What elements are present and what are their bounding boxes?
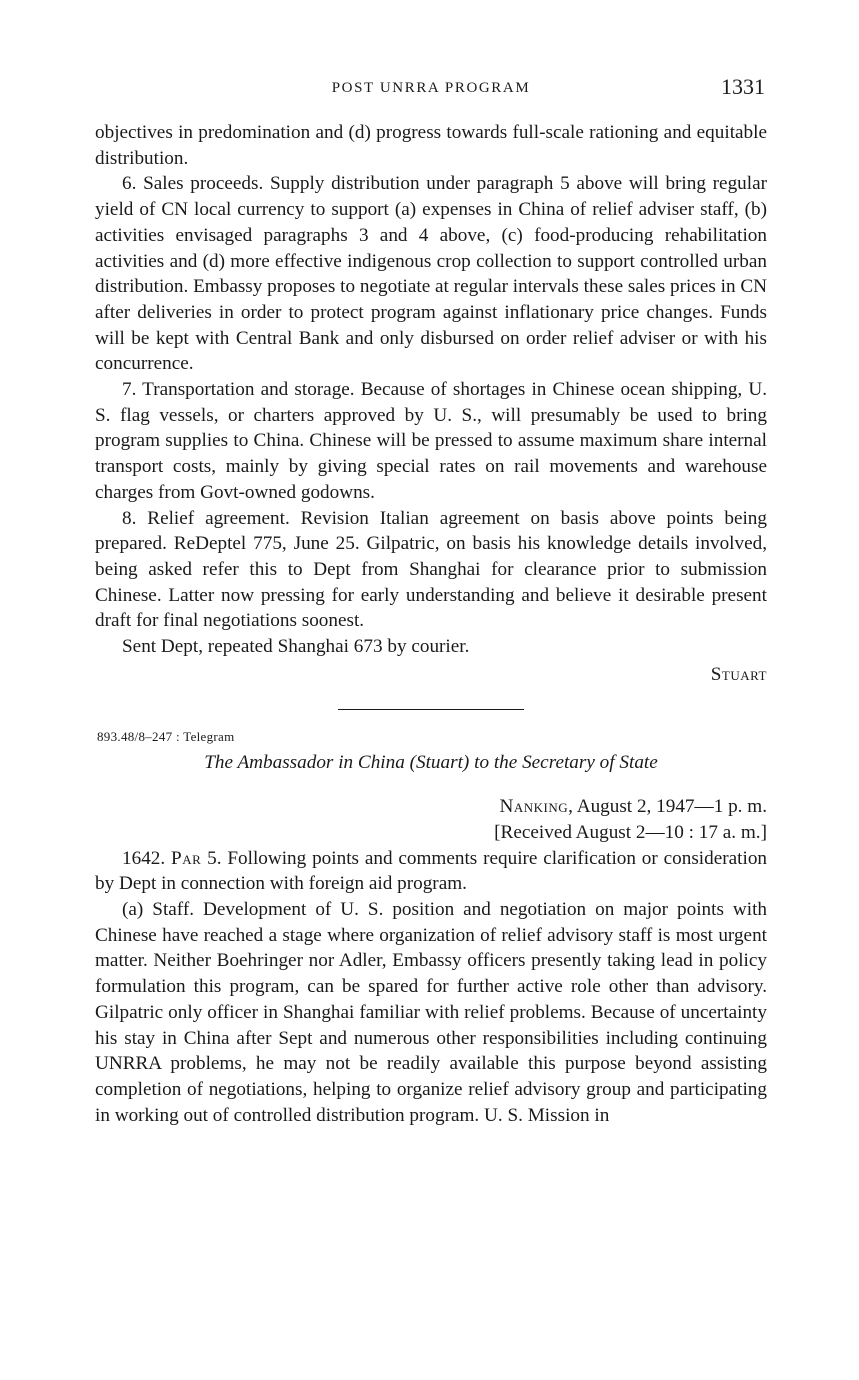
dateline [95,794,767,820]
paragraph-1642 [95,846,767,897]
telegram-number: 1642. [122,847,166,869]
signature: Stuart [710,663,767,685]
sent-line: Sent Dept, repeated Shanghai 673 by courier. [122,636,470,658]
running-head [95,74,767,104]
par-label: Par [171,847,202,869]
document-title: The Ambassador in China (Stuart) to the Secretary of State [204,752,658,774]
received-line: [Received August 2—10 : 17 a. m.] [494,821,767,843]
dateline-date: , August 2, 1947—1 p. m. [568,796,767,818]
paragraph-a-staff: (a) Staff. Development of U. S. position and negotiation on major points with Chinese have reached a stage where organization of relief advisory staff is most urgent matter. Neither Boehringer nor Adler, Embassy officers presently taking lead in policy formulation this program, can be spared for further active role other than advisory. Gilpatric only officer in Shanghai familiar with relief problems. Because of uncertainty his stay in China after Sept and numerous other responsibilities including continuing UNRRA problems, he may not be readily available this purpose beyond assisting completion of negotiations, helping to organize relief advisory group and participating in working out of controlled distribution program. U. S. Mission in [95,898,767,1126]
page-number: 1331 [721,74,765,99]
running-title: POST UNRRA PROGRAM [331,80,531,96]
paragraph-7-transportation: 7. Transportation and storage. Because of shortages in Chinese ocean shipping, U. S. flag vessels, or charters approved by U. S., will presumably be used to bring program supplies to China. Chinese will be pressed to assume maximum share internal transport costs, mainly by giving special rates on rail movements and warehouse charges from Govt-owned godowns. [95,379,767,503]
signature-block [95,662,767,688]
body-text [95,120,767,1128]
file-reference: 893.48/8–247 : Telegram [97,729,235,745]
section-divider [338,709,524,710]
paragraph-8-relief-agreement: 8. Relief agreement. Revision Italian agreement on basis above points being prepared. ReDeptel 775, June 25. Gilpatric, on basis his knowledge details involved, being asked refer this to Dept from Shanghai for clearance prior to submission Chinese. Latter now pressing for early understanding and believe it desirable present draft for final negotiations soonest. [95,507,767,632]
paragraph-continuation: objectives in predomination and (d) progress towards full-scale rationing and equitable distribution. [95,122,767,169]
paragraph-6-sales-proceeds: 6. Sales proceeds. Supply distribution under paragraph 5 above will bring regular yield of CN local currency to support (a) expenses in China of relief adviser staff, (b) activities envisaged paragraphs 3 and 4 above, (c) food-producing rehabilitation activities and (d) more effective indigenous crop collection to support controlled urban distribution. Embassy proposes to negotiate at regular intervals these sales prices in CN after deliveries in order to protect program against inflationary price changes. Funds will be kept with Central Bank and only disbursed on order relief adviser or with his concurrence. [95,173,767,375]
paragraph-1642-text: 5. Following points and comments require clarification or consideration by Dept in connection with foreign aid program. [95,847,768,895]
dateline-place: Nanking [499,796,569,818]
